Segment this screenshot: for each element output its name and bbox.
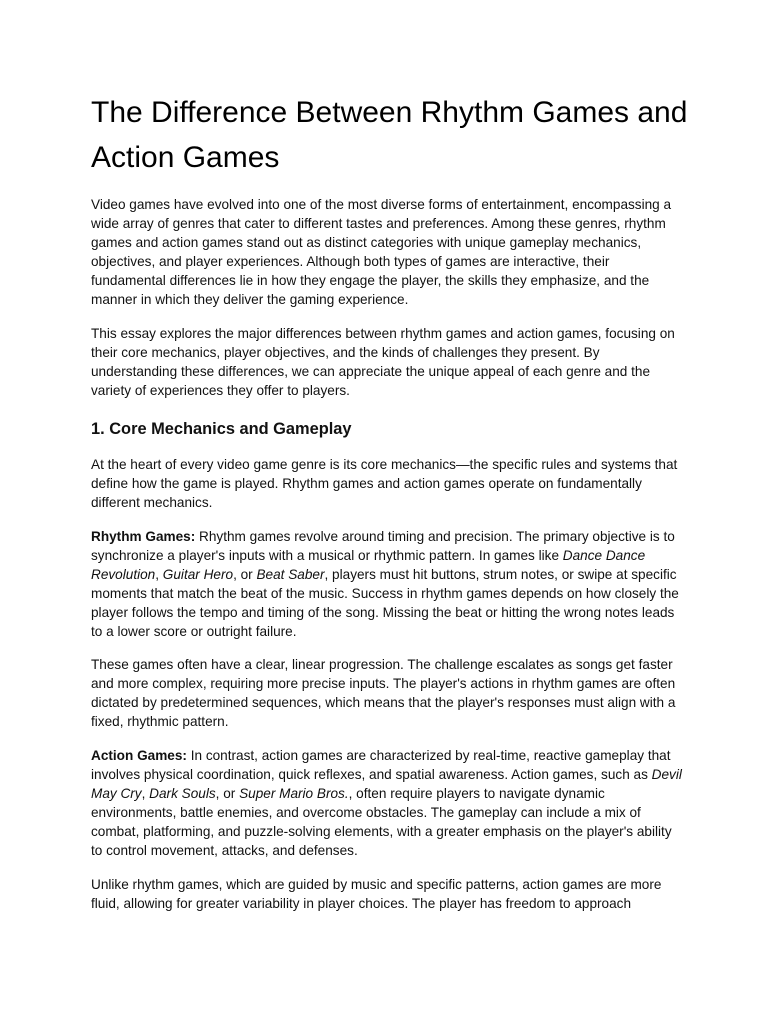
intro-paragraph-2: This essay explores the major differences between rhythm games and action games, focusing on their core mechanics, player objectives, and the kinds of challenges they present. By understanding these differences, we can appreciate the unique appeal of each genre and the variety of experiences they offer to players. <box>91 326 675 398</box>
game-title-dark-souls: Dark Souls <box>149 786 216 801</box>
action-text-2: , often require players to navigate dynamic environments, battle enemies, and overcome obstacles. The gameplay can include a mix of combat, platforming, and puzzle-solving elements, with a greater emphasis on the player's ability to control movement, attacks, and defenses. <box>91 786 672 858</box>
rhythm-sep-1: , <box>155 567 163 582</box>
page-title: The Difference Between Rhythm Games and Action Games <box>91 96 688 174</box>
action-sep-1: , <box>141 786 150 801</box>
action-text-1: In contrast, action games are characterized by real-time, reactive gameplay that involves physical coordination, quick reflexes, and spatial awareness. Action games, such as <box>91 748 671 782</box>
game-title-super-mario-bros: Super Mario Bros. <box>239 786 349 801</box>
game-title-guitar-hero: Guitar Hero <box>162 567 234 582</box>
rhythm-games-paragraph <box>91 527 683 641</box>
section-heading: 1. Core Mechanics and Gameplay <box>91 420 352 438</box>
rhythm-text-1: Rhythm games revolve around timing and precision. The primary objective is to synchronize a player's inputs with a musical or rhythmic pattern. In games like <box>91 529 675 563</box>
section-intro-paragraph: At the heart of every video game genre is its core mechanics—the specific rules and systems that define how the game is played. Rhythm games and action games operate on fundamentally different mechanics. <box>91 457 678 510</box>
action-games-label: Action Games: <box>91 748 187 763</box>
action-games-paragraph <box>91 746 683 860</box>
rhythm-sep-2: , or <box>233 567 257 582</box>
game-title-beat-saber: Beat Saber <box>256 567 325 582</box>
action-sep-2: , or <box>215 786 240 801</box>
rhythm-progression-paragraph: These games often have a clear, linear progression. The challenge escalates as songs get faster and more complex, requiring more precise inputs. The player's actions in rhythm games are often dictated by predetermined sequences, which means that the player's responses must align with a fixed, rhythmic pattern. <box>91 657 676 729</box>
intro-paragraph-1: Video games have evolved into one of the most diverse forms of entertainment, encompassing a wide array of genres that cater to different tastes and preferences. Among these genres, rhythm games and action games stand out as distinct categories with unique gameplay mechanics, objectives, and player experiences. Although both types of games are interactive, their fundamental differences lie in how they engage the player, the skills they emphasize, and the manner in which they deliver the gaming experience. <box>91 197 672 307</box>
rhythm-games-label: Rhythm Games: <box>91 529 196 544</box>
action-contrast-paragraph: Unlike rhythm games, which are guided by music and specific patterns, action games are more fluid, allowing for greater variability in player choices. The player has freedom to approach <box>91 877 662 911</box>
game-title-devil-may-cry: Devil May Cry <box>91 767 682 801</box>
rhythm-text-2: , players must hit buttons, strum notes, or swipe at specific moments that match the beat of the music. Success in rhythm games depends on how closely the player follows the tempo and timing of the song. Missing the beat or hitting the wrong notes leads to a lower score or outright failure. <box>91 567 679 639</box>
game-title-ddr: Dance Dance Revolution <box>91 548 646 582</box>
